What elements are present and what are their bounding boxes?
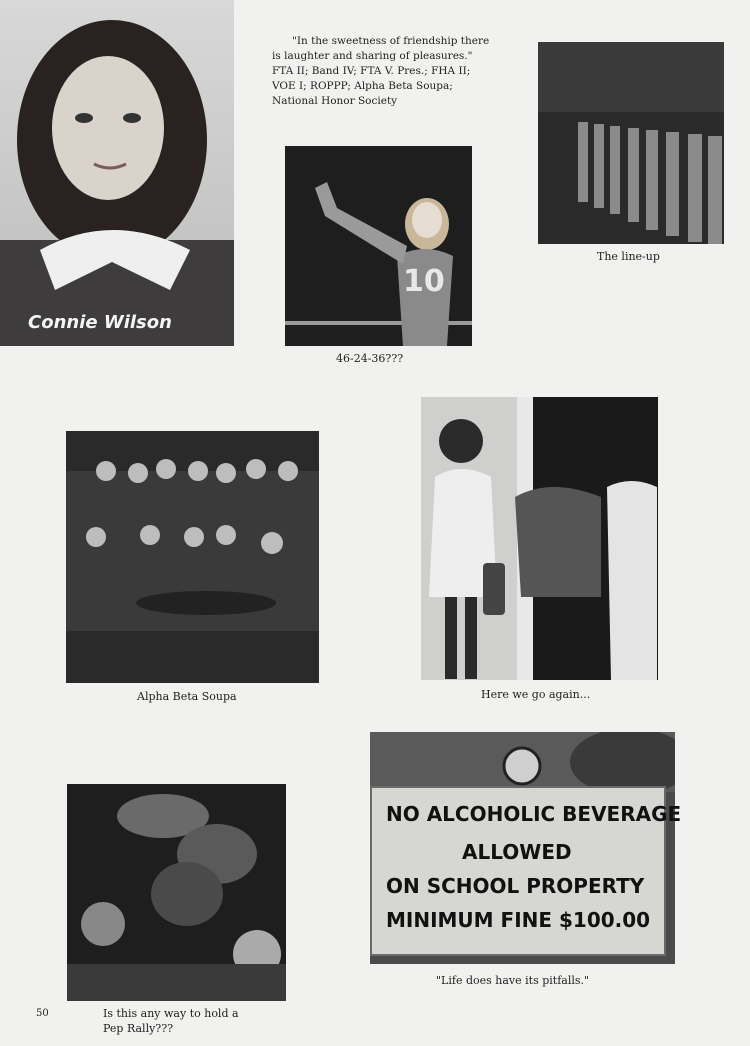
doorway-photo [421,397,658,680]
here-we-go-caption: Here we go again... [481,688,591,701]
senior-quote [272,34,522,109]
lineup-photo [538,42,724,244]
quote-line: is laughter and sharing of pleasures." [272,50,473,62]
no-alcohol-sign [370,786,682,956]
alpha-beta-caption: Alpha Beta Soupa [137,690,237,703]
portrait-name: Connie Wilson [28,312,172,333]
measurements-caption: 46-24-36??? [336,352,404,365]
portrait-photo [0,0,234,346]
sign-line: MINIMUM FINE $100.00 [386,908,651,932]
lineup-illustration [538,42,724,244]
sign-line: ALLOWED [462,840,572,864]
doorway-illustration [421,397,658,680]
page-number: 50 [36,1008,49,1019]
caption-line: Is this any way to hold a [103,1007,239,1020]
pep-rally-caption [103,1006,239,1036]
pep-rally-photo [67,784,286,1001]
group-illustration [66,431,319,683]
caption-line: Pep Rally??? [103,1022,173,1035]
activities-line: FTA II; Band IV; FTA V. Pres.; FHA II; [272,65,471,77]
lineup-caption: The line-up [597,250,660,263]
quote-line: "In the sweetness of friendship there [292,35,490,47]
activities-line: National Honor Society [272,95,398,107]
waving-illustration [285,146,472,346]
waving-photo [285,146,472,346]
jersey-number: 10 [403,264,445,299]
portrait-illustration [0,0,234,346]
pep-rally-illustration [67,784,286,1001]
sign-line: NO ALCOHOLIC BEVERAGE [386,802,682,826]
pitfalls-caption: "Life does have its pitfalls." [436,974,590,987]
activities-line: VOE I; ROPPP; Alpha Beta Soupa; [272,80,453,92]
sign-line: ON SCHOOL PROPERTY [386,874,645,898]
group-photo [66,431,319,683]
